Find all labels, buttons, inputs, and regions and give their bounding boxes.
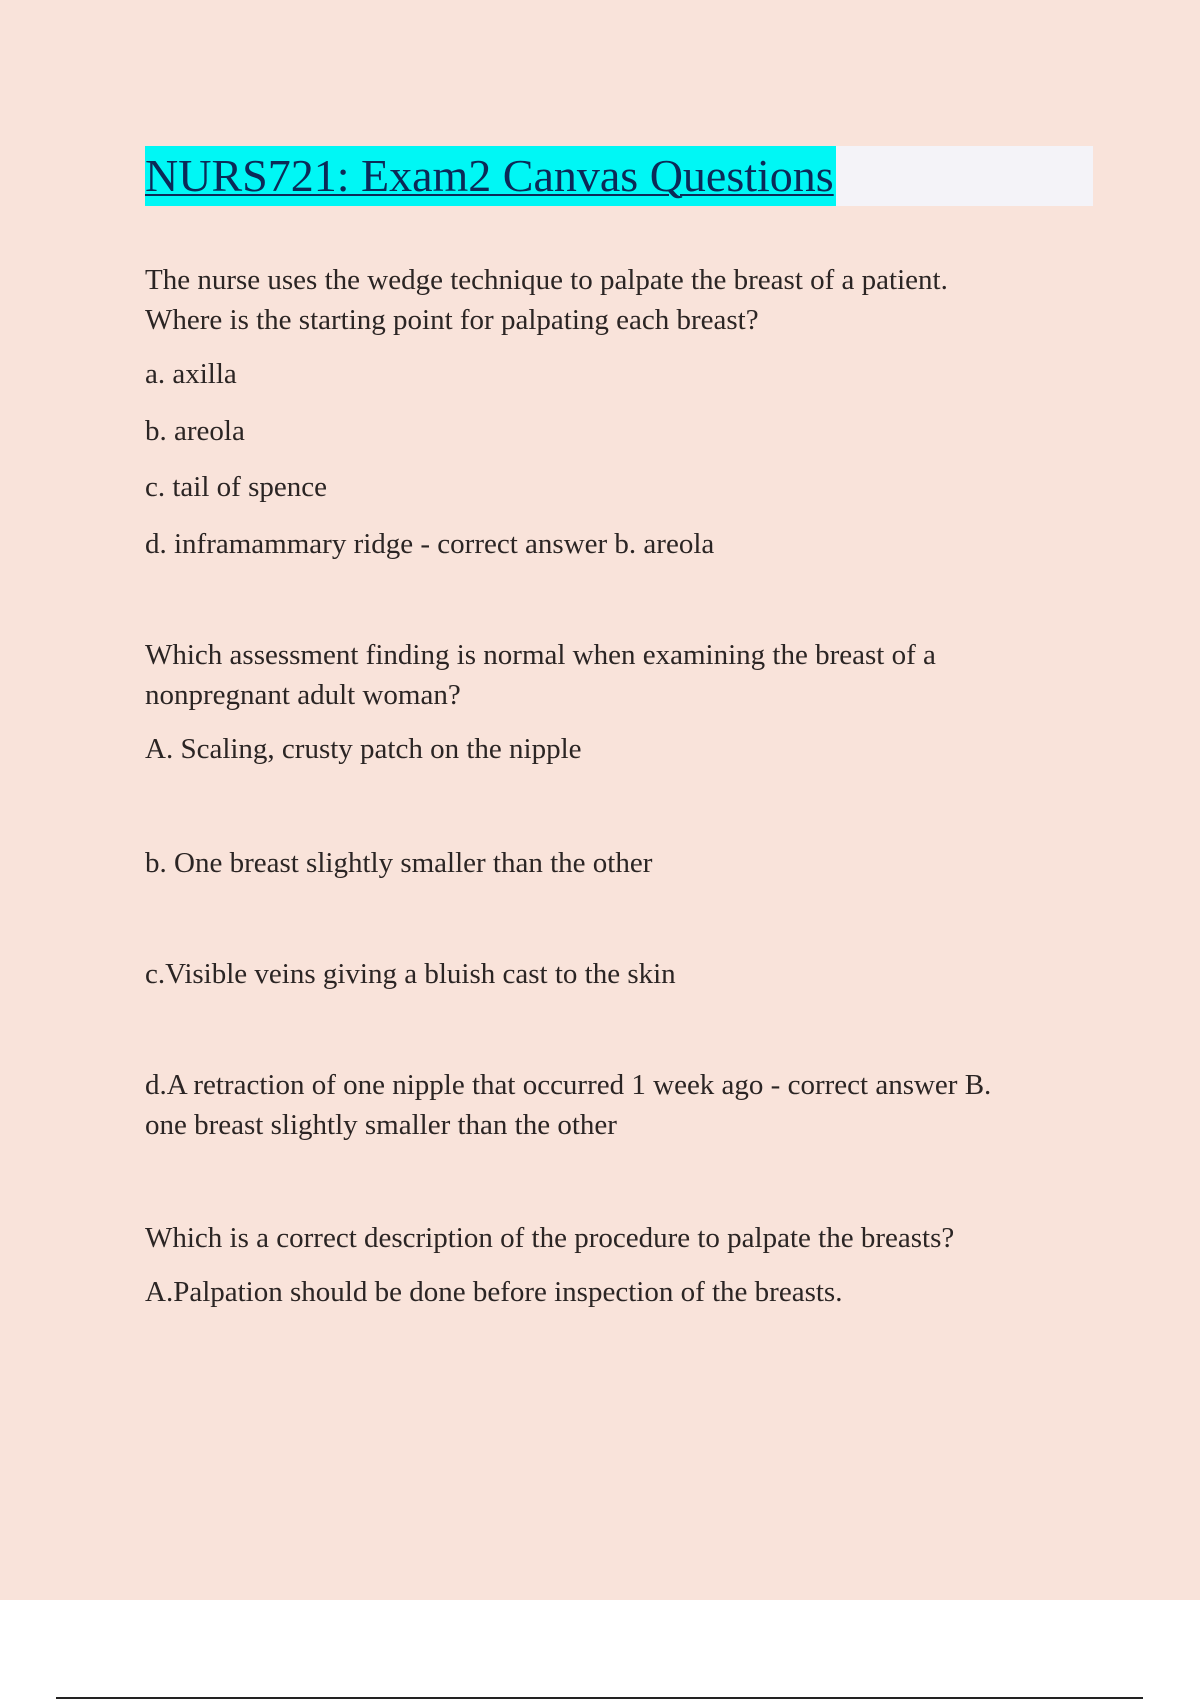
question-2-option-a: A. Scaling, crusty patch on the nipple — [145, 733, 582, 765]
question-1-option-d-with-answer: d. inframammary ridge - correct answer b. areola — [145, 528, 715, 560]
question-1-stem-line-2: Where is the starting point for palpating each breast? — [145, 304, 759, 336]
question-3-option-a: A.Palpation should be done before inspection of the breasts. — [145, 1276, 843, 1308]
question-2-option-b: b. One breast slightly smaller than the other — [145, 847, 653, 879]
question-2-option-d-with-answer: d.A retraction of one nipple that occurred 1 week ago - correct answer B. — [145, 1069, 992, 1101]
question-1-option-c: c. tail of spence — [145, 471, 327, 503]
question-2-stem-line-2: nonpregnant adult woman? — [145, 679, 461, 711]
question-2-option-c: c.Visible veins giving a bluish cast to the skin — [145, 958, 676, 990]
question-3-stem: Which is a correct description of the procedure to palpate the breasts? — [145, 1222, 955, 1254]
question-1-option-a: a. axilla — [145, 358, 237, 390]
question-1-option-b: b. areola — [145, 415, 245, 447]
question-2-stem-line-1: Which assessment finding is normal when examining the breast of a — [145, 639, 936, 671]
question-1-stem-line-1: The nurse uses the wedge technique to palpate the breast of a patient. — [145, 264, 948, 296]
footer-divider — [56, 1697, 1143, 1699]
question-2-answer-continuation: one breast slightly smaller than the other — [145, 1109, 617, 1141]
document-title: NURS721: Exam2 Canvas Questions — [145, 146, 836, 206]
